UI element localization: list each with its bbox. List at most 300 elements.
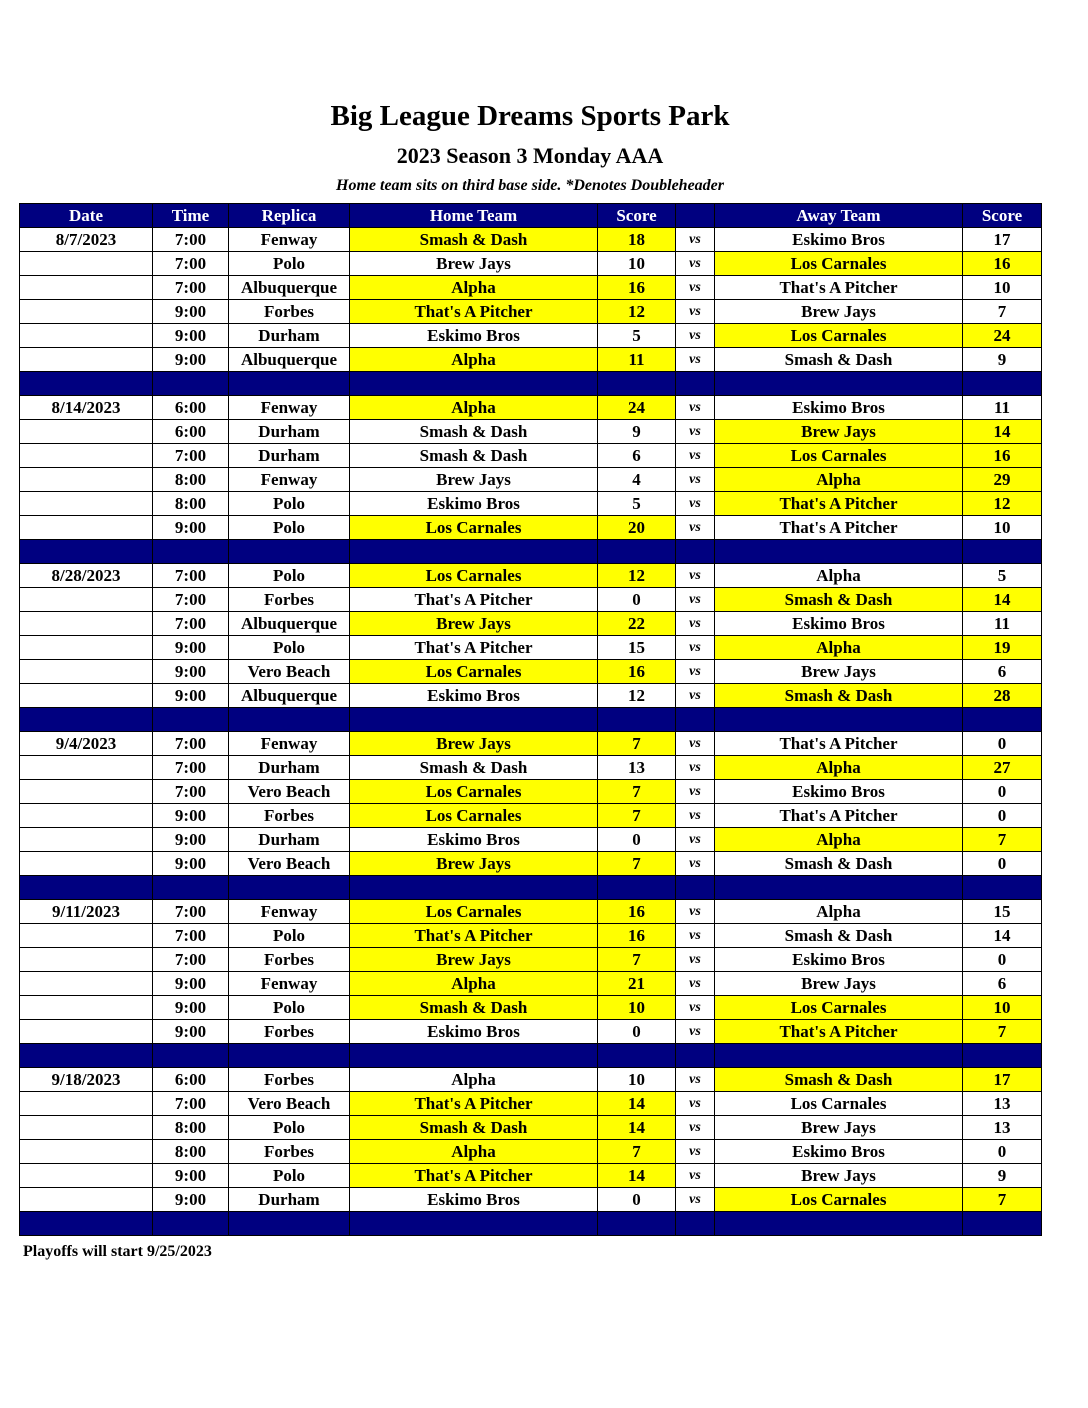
time-cell: 7:00 <box>153 612 229 636</box>
home-team-cell: Los Carnales <box>350 804 598 828</box>
table-row <box>20 684 1042 708</box>
col-header-vs <box>676 204 715 228</box>
away-score-cell: 14 <box>963 420 1042 444</box>
away-team-cell: Smash & Dash <box>715 1068 963 1092</box>
home-team-cell: Alpha <box>350 1140 598 1164</box>
vs-cell: vs <box>676 1068 715 1092</box>
away-score-cell: 17 <box>963 1068 1042 1092</box>
vs-cell: vs <box>676 684 715 708</box>
col-header-home-score: Score <box>598 204 676 228</box>
home-team-cell: Brew Jays <box>350 948 598 972</box>
time-cell: 9:00 <box>153 348 229 372</box>
home-team-cell: Eskimo Bros <box>350 324 598 348</box>
replica-cell: Fenway <box>229 396 350 420</box>
separator-cell <box>715 708 963 732</box>
replica-cell: Fenway <box>229 228 350 252</box>
home-score-cell: 0 <box>598 588 676 612</box>
table-row <box>20 1140 1042 1164</box>
separator-cell <box>350 372 598 396</box>
replica-cell: Forbes <box>229 948 350 972</box>
home-score-cell: 16 <box>598 924 676 948</box>
date-cell <box>20 684 153 708</box>
col-header-away-team: Away Team <box>715 204 963 228</box>
vs-cell: vs <box>676 636 715 660</box>
time-cell: 9:00 <box>153 804 229 828</box>
vs-cell: vs <box>676 948 715 972</box>
home-score-cell: 12 <box>598 564 676 588</box>
table-row <box>20 852 1042 876</box>
separator-cell <box>676 540 715 564</box>
vs-cell: vs <box>676 348 715 372</box>
date-cell <box>20 348 153 372</box>
table-row <box>20 900 1042 924</box>
home-team-cell: Eskimo Bros <box>350 684 598 708</box>
vs-cell: vs <box>676 900 715 924</box>
home-score-cell: 0 <box>598 1188 676 1212</box>
away-team-cell: Alpha <box>715 468 963 492</box>
separator-cell <box>153 372 229 396</box>
away-score-cell: 7 <box>963 1188 1042 1212</box>
vs-cell: vs <box>676 828 715 852</box>
time-cell: 7:00 <box>153 732 229 756</box>
table-row <box>20 588 1042 612</box>
home-team-cell: Los Carnales <box>350 516 598 540</box>
away-score-cell: 13 <box>963 1092 1042 1116</box>
time-cell: 9:00 <box>153 324 229 348</box>
home-score-cell: 11 <box>598 348 676 372</box>
vs-cell: vs <box>676 732 715 756</box>
home-team-cell: Smash & Dash <box>350 420 598 444</box>
table-row <box>20 468 1042 492</box>
home-team-cell: Eskimo Bros <box>350 828 598 852</box>
week-separator-row <box>20 1044 1042 1068</box>
date-cell <box>20 636 153 660</box>
away-score-cell: 9 <box>963 348 1042 372</box>
away-score-cell: 0 <box>963 852 1042 876</box>
replica-cell: Durham <box>229 324 350 348</box>
separator-cell <box>676 372 715 396</box>
separator-cell <box>598 1044 676 1068</box>
time-cell: 7:00 <box>153 1092 229 1116</box>
home-score-cell: 5 <box>598 492 676 516</box>
time-cell: 9:00 <box>153 852 229 876</box>
away-team-cell: Brew Jays <box>715 1164 963 1188</box>
away-score-cell: 0 <box>963 732 1042 756</box>
away-team-cell: Smash & Dash <box>715 684 963 708</box>
table-row <box>20 780 1042 804</box>
away-score-cell: 7 <box>963 1020 1042 1044</box>
home-score-cell: 21 <box>598 972 676 996</box>
home-team-cell: Smash & Dash <box>350 756 598 780</box>
away-score-cell: 10 <box>963 996 1042 1020</box>
time-cell: 8:00 <box>153 468 229 492</box>
separator-cell <box>676 1044 715 1068</box>
home-score-cell: 0 <box>598 1020 676 1044</box>
separator-cell <box>153 540 229 564</box>
vs-cell: vs <box>676 660 715 684</box>
date-cell <box>20 612 153 636</box>
date-cell <box>20 468 153 492</box>
replica-cell: Forbes <box>229 1020 350 1044</box>
vs-cell: vs <box>676 276 715 300</box>
away-team-cell: That's A Pitcher <box>715 516 963 540</box>
vs-cell: vs <box>676 1116 715 1140</box>
date-cell <box>20 324 153 348</box>
away-score-cell: 19 <box>963 636 1042 660</box>
col-header-away-score: Score <box>963 204 1042 228</box>
home-team-cell: Smash & Dash <box>350 228 598 252</box>
table-row <box>20 612 1042 636</box>
table-row <box>20 444 1042 468</box>
separator-cell <box>20 1044 153 1068</box>
table-row <box>20 1092 1042 1116</box>
separator-cell <box>153 708 229 732</box>
away-team-cell: Brew Jays <box>715 420 963 444</box>
separator-cell <box>229 372 350 396</box>
replica-cell: Polo <box>229 492 350 516</box>
time-cell: 9:00 <box>153 972 229 996</box>
week-separator-row <box>20 540 1042 564</box>
away-team-cell: Alpha <box>715 828 963 852</box>
replica-cell: Durham <box>229 756 350 780</box>
date-cell <box>20 852 153 876</box>
vs-cell: vs <box>676 1020 715 1044</box>
away-score-cell: 7 <box>963 828 1042 852</box>
vs-cell: vs <box>676 324 715 348</box>
away-team-cell: Brew Jays <box>715 1116 963 1140</box>
home-team-cell: Brew Jays <box>350 468 598 492</box>
time-cell: 7:00 <box>153 444 229 468</box>
time-cell: 7:00 <box>153 564 229 588</box>
vs-cell: vs <box>676 972 715 996</box>
home-score-cell: 7 <box>598 732 676 756</box>
home-team-cell: That's A Pitcher <box>350 636 598 660</box>
separator-cell <box>153 1044 229 1068</box>
home-score-cell: 7 <box>598 780 676 804</box>
time-cell: 7:00 <box>153 276 229 300</box>
replica-cell: Polo <box>229 1116 350 1140</box>
separator-cell <box>715 540 963 564</box>
date-cell <box>20 828 153 852</box>
away-team-cell: Alpha <box>715 564 963 588</box>
home-team-cell: Los Carnales <box>350 780 598 804</box>
vs-cell: vs <box>676 612 715 636</box>
separator-cell <box>20 1212 153 1236</box>
separator-cell <box>598 540 676 564</box>
away-score-cell: 17 <box>963 228 1042 252</box>
replica-cell: Fenway <box>229 468 350 492</box>
home-score-cell: 14 <box>598 1116 676 1140</box>
replica-cell: Forbes <box>229 804 350 828</box>
replica-cell: Polo <box>229 636 350 660</box>
separator-cell <box>350 1044 598 1068</box>
home-team-cell: That's A Pitcher <box>350 300 598 324</box>
away-team-cell: Eskimo Bros <box>715 396 963 420</box>
away-team-cell: Smash & Dash <box>715 852 963 876</box>
table-row <box>20 732 1042 756</box>
date-cell <box>20 1020 153 1044</box>
table-row <box>20 1068 1042 1092</box>
home-score-cell: 20 <box>598 516 676 540</box>
date-cell <box>20 252 153 276</box>
home-team-cell: Smash & Dash <box>350 1116 598 1140</box>
week-separator-row <box>20 876 1042 900</box>
away-score-cell: 11 <box>963 612 1042 636</box>
date-cell: 8/14/2023 <box>20 396 153 420</box>
away-score-cell: 11 <box>963 396 1042 420</box>
time-cell: 7:00 <box>153 228 229 252</box>
separator-cell <box>229 1212 350 1236</box>
separator-cell <box>153 876 229 900</box>
home-score-cell: 24 <box>598 396 676 420</box>
away-team-cell: Brew Jays <box>715 972 963 996</box>
table-row <box>20 1188 1042 1212</box>
replica-cell: Durham <box>229 828 350 852</box>
home-score-cell: 14 <box>598 1164 676 1188</box>
table-row <box>20 276 1042 300</box>
separator-cell <box>963 372 1042 396</box>
home-team-cell: Smash & Dash <box>350 444 598 468</box>
home-score-cell: 7 <box>598 852 676 876</box>
replica-cell: Albuquerque <box>229 684 350 708</box>
replica-cell: Polo <box>229 516 350 540</box>
separator-cell <box>963 708 1042 732</box>
table-row <box>20 300 1042 324</box>
time-cell: 6:00 <box>153 396 229 420</box>
schedule-table <box>19 203 1042 1236</box>
away-score-cell: 6 <box>963 972 1042 996</box>
table-row <box>20 324 1042 348</box>
date-cell <box>20 492 153 516</box>
week-separator-row <box>20 372 1042 396</box>
separator-cell <box>598 876 676 900</box>
replica-cell: Vero Beach <box>229 660 350 684</box>
away-team-cell: Smash & Dash <box>715 348 963 372</box>
home-team-cell: Alpha <box>350 1068 598 1092</box>
away-team-cell: Eskimo Bros <box>715 612 963 636</box>
replica-cell: Polo <box>229 996 350 1020</box>
vs-cell: vs <box>676 516 715 540</box>
date-cell <box>20 1140 153 1164</box>
home-score-cell: 7 <box>598 948 676 972</box>
col-header-home-team: Home Team <box>350 204 598 228</box>
home-score-cell: 16 <box>598 276 676 300</box>
replica-cell: Durham <box>229 420 350 444</box>
separator-cell <box>598 372 676 396</box>
away-team-cell: Los Carnales <box>715 444 963 468</box>
date-cell <box>20 924 153 948</box>
date-cell <box>20 276 153 300</box>
replica-cell: Vero Beach <box>229 780 350 804</box>
table-row <box>20 1164 1042 1188</box>
home-score-cell: 22 <box>598 612 676 636</box>
date-cell <box>20 660 153 684</box>
away-team-cell: Los Carnales <box>715 1092 963 1116</box>
vs-cell: vs <box>676 420 715 444</box>
home-score-cell: 6 <box>598 444 676 468</box>
vs-cell: vs <box>676 996 715 1020</box>
away-score-cell: 14 <box>963 588 1042 612</box>
separator-cell <box>715 1212 963 1236</box>
replica-cell: Vero Beach <box>229 852 350 876</box>
time-cell: 9:00 <box>153 828 229 852</box>
separator-cell <box>598 708 676 732</box>
vs-cell: vs <box>676 756 715 780</box>
time-cell: 7:00 <box>153 924 229 948</box>
replica-cell: Polo <box>229 564 350 588</box>
time-cell: 6:00 <box>153 1068 229 1092</box>
away-score-cell: 6 <box>963 660 1042 684</box>
away-team-cell: That's A Pitcher <box>715 492 963 516</box>
home-score-cell: 7 <box>598 1140 676 1164</box>
replica-cell: Albuquerque <box>229 348 350 372</box>
home-team-cell: Alpha <box>350 276 598 300</box>
table-row <box>20 1020 1042 1044</box>
away-score-cell: 9 <box>963 1164 1042 1188</box>
home-score-cell: 0 <box>598 828 676 852</box>
home-score-cell: 13 <box>598 756 676 780</box>
home-team-cell: That's A Pitcher <box>350 588 598 612</box>
date-cell <box>20 1164 153 1188</box>
away-team-cell: Brew Jays <box>715 660 963 684</box>
away-score-cell: 12 <box>963 492 1042 516</box>
time-cell: 8:00 <box>153 1116 229 1140</box>
home-score-cell: 9 <box>598 420 676 444</box>
home-team-cell: Los Carnales <box>350 900 598 924</box>
home-team-cell: That's A Pitcher <box>350 924 598 948</box>
away-team-cell: Los Carnales <box>715 324 963 348</box>
separator-cell <box>715 1044 963 1068</box>
table-row <box>20 396 1042 420</box>
date-cell: 9/18/2023 <box>20 1068 153 1092</box>
time-cell: 9:00 <box>153 1164 229 1188</box>
time-cell: 7:00 <box>153 780 229 804</box>
replica-cell: Forbes <box>229 1068 350 1092</box>
vs-cell: vs <box>676 468 715 492</box>
table-row <box>20 420 1042 444</box>
separator-cell <box>676 876 715 900</box>
vs-cell: vs <box>676 1164 715 1188</box>
away-team-cell: Los Carnales <box>715 1188 963 1212</box>
home-team-cell: Alpha <box>350 396 598 420</box>
table-row <box>20 1116 1042 1140</box>
home-score-cell: 16 <box>598 900 676 924</box>
date-cell: 9/4/2023 <box>20 732 153 756</box>
separator-cell <box>153 1212 229 1236</box>
date-cell: 8/28/2023 <box>20 564 153 588</box>
away-team-cell: Eskimo Bros <box>715 780 963 804</box>
away-team-cell: Alpha <box>715 636 963 660</box>
separator-cell <box>963 1044 1042 1068</box>
away-team-cell: Eskimo Bros <box>715 228 963 252</box>
separator-cell <box>598 1212 676 1236</box>
replica-cell: Fenway <box>229 732 350 756</box>
separator-cell <box>20 708 153 732</box>
away-score-cell: 27 <box>963 756 1042 780</box>
home-team-cell: That's A Pitcher <box>350 1092 598 1116</box>
home-team-cell: Eskimo Bros <box>350 1188 598 1212</box>
vs-cell: vs <box>676 444 715 468</box>
home-score-cell: 16 <box>598 660 676 684</box>
away-team-cell: That's A Pitcher <box>715 732 963 756</box>
playoffs-note: Playoffs will start 9/25/2023 <box>23 1243 212 1260</box>
replica-cell: Fenway <box>229 900 350 924</box>
table-row <box>20 252 1042 276</box>
separator-cell <box>676 1212 715 1236</box>
table-row <box>20 348 1042 372</box>
time-cell: 9:00 <box>153 660 229 684</box>
col-header-replica: Replica <box>229 204 350 228</box>
separator-cell <box>715 876 963 900</box>
home-team-cell: Alpha <box>350 348 598 372</box>
away-score-cell: 28 <box>963 684 1042 708</box>
home-team-cell: Brew Jays <box>350 612 598 636</box>
home-score-cell: 15 <box>598 636 676 660</box>
separator-cell <box>963 876 1042 900</box>
time-cell: 8:00 <box>153 1140 229 1164</box>
page-subtitle: 2023 Season 3 Monday AAA <box>396 143 664 168</box>
separator-cell <box>715 372 963 396</box>
time-cell: 9:00 <box>153 516 229 540</box>
home-team-cell: Brew Jays <box>350 732 598 756</box>
replica-cell: Vero Beach <box>229 1092 350 1116</box>
separator-cell <box>963 1212 1042 1236</box>
home-team-cell: Eskimo Bros <box>350 1020 598 1044</box>
date-cell <box>20 996 153 1020</box>
replica-cell: Polo <box>229 1164 350 1188</box>
replica-cell: Forbes <box>229 588 350 612</box>
table-row <box>20 924 1042 948</box>
home-team-cell: That's A Pitcher <box>350 1164 598 1188</box>
col-header-time: Time <box>153 204 229 228</box>
page-title: Big League Dreams Sports Park <box>330 100 730 132</box>
vs-cell: vs <box>676 492 715 516</box>
replica-cell: Fenway <box>229 972 350 996</box>
vs-cell: vs <box>676 252 715 276</box>
separator-cell <box>676 708 715 732</box>
vs-cell: vs <box>676 852 715 876</box>
away-score-cell: 16 <box>963 252 1042 276</box>
away-team-cell: That's A Pitcher <box>715 1020 963 1044</box>
date-cell: 8/7/2023 <box>20 228 153 252</box>
time-cell: 6:00 <box>153 420 229 444</box>
time-cell: 9:00 <box>153 300 229 324</box>
away-score-cell: 16 <box>963 444 1042 468</box>
schedule-body <box>20 228 1042 1236</box>
separator-cell <box>229 1044 350 1068</box>
home-team-cell: Los Carnales <box>350 660 598 684</box>
home-score-cell: 4 <box>598 468 676 492</box>
table-row <box>20 636 1042 660</box>
away-team-cell: Smash & Dash <box>715 924 963 948</box>
date-cell <box>20 1116 153 1140</box>
col-header-date: Date <box>20 204 153 228</box>
home-score-cell: 12 <box>598 300 676 324</box>
home-score-cell: 7 <box>598 804 676 828</box>
away-score-cell: 29 <box>963 468 1042 492</box>
away-team-cell: Alpha <box>715 900 963 924</box>
date-cell <box>20 588 153 612</box>
away-team-cell: Alpha <box>715 756 963 780</box>
away-team-cell: Eskimo Bros <box>715 948 963 972</box>
date-cell <box>20 948 153 972</box>
table-row <box>20 660 1042 684</box>
separator-cell <box>350 1212 598 1236</box>
schedule-note: Home team sits on third base side. *Denotes Doubleheader <box>336 177 724 194</box>
home-team-cell: Smash & Dash <box>350 996 598 1020</box>
vs-cell: vs <box>676 228 715 252</box>
vs-cell: vs <box>676 564 715 588</box>
